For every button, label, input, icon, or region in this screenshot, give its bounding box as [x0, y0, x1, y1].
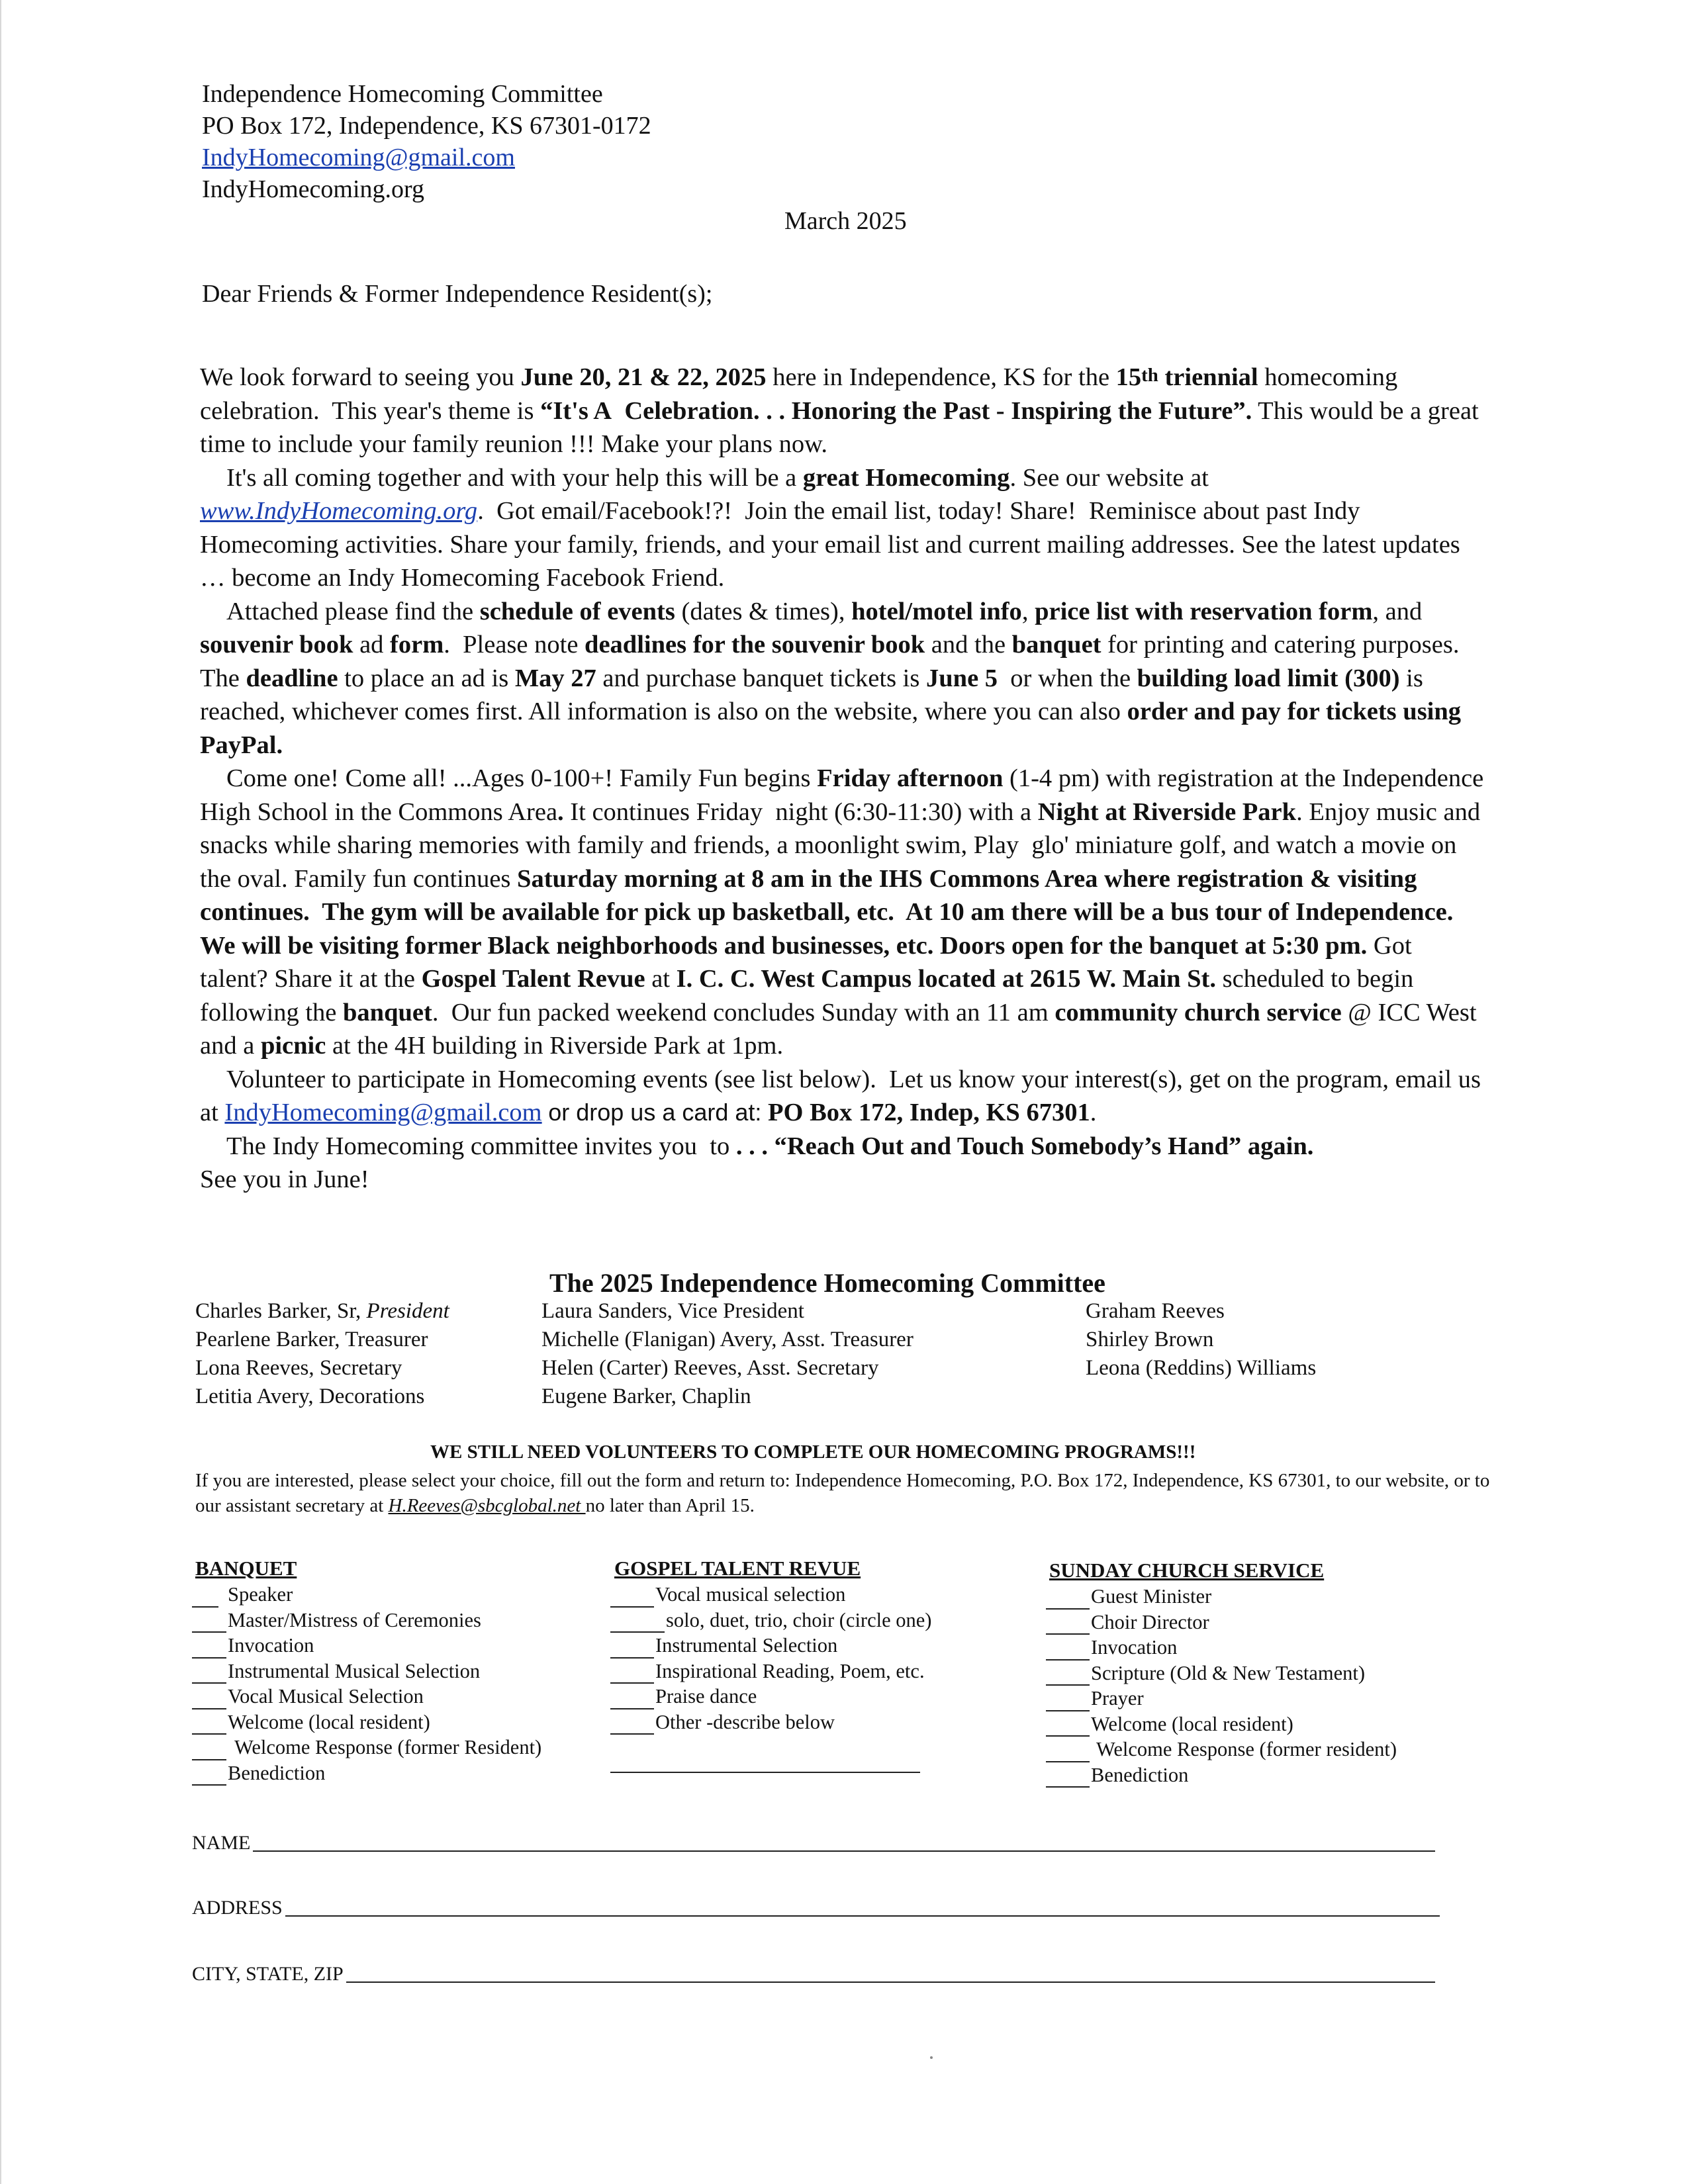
salutation: Dear Friends & Former Independence Resident(s); [202, 280, 713, 308]
church-option-invocation[interactable]: Invocation [1046, 1635, 1397, 1661]
banquet-option-benediction[interactable]: Benediction [192, 1760, 541, 1786]
committee-member: Letitia Avery, Decorations [195, 1385, 425, 1408]
mailing-address: PO Box 172, Independence, KS 67301-0172 [202, 112, 651, 140]
church-option-guest-minister[interactable]: Guest Minister [1046, 1584, 1397, 1610]
page-edge [0, 0, 1, 2184]
website-text: IndyHomecoming.org [202, 175, 424, 203]
church-heading: SUNDAY CHURCH SERVICE [1049, 1559, 1325, 1582]
city-state-zip-label: CITY, STATE, ZIP [192, 1963, 344, 1985]
committee-member: Laura Sanders, Vice President [541, 1299, 804, 1323]
email-link[interactable]: IndyHomecoming@gmail.com [202, 144, 515, 171]
website-link[interactable]: www.IndyHomecoming.org [200, 497, 478, 525]
letterhead [202, 78, 651, 205]
church-option-choir-director[interactable]: Choir Director [1046, 1610, 1397, 1635]
gospel-option-other[interactable]: Other -describe below [610, 1709, 931, 1735]
letter-date: March 2025 [784, 207, 907, 235]
org-name: Independence Homecoming Committee [202, 80, 603, 108]
paragraph-intro: We look forward to seeing you June 20, 21 & 22, 2025 here in Independence, KS for the 15th triennial homecoming celebration. This year's theme is “It's A Celebration. . . Honoring the Past - Inspiring the Future”. This would be a great time to include your family reunion !!! Make your plans now. [200, 363, 1479, 458]
committee-column-1 [195, 1297, 449, 1411]
church-list [1046, 1584, 1397, 1788]
committee-member: Leona (Reddins) Williams [1086, 1356, 1317, 1380]
church-option-prayer[interactable]: Prayer [1046, 1686, 1397, 1711]
name-label: NAME [192, 1832, 251, 1854]
committee-column-2 [541, 1297, 914, 1411]
banquet-option-speaker[interactable]: Speaker [192, 1582, 541, 1608]
church-option-welcome[interactable]: Welcome (local resident) [1046, 1711, 1397, 1737]
banquet-option-invocation[interactable]: Invocation [192, 1633, 541, 1659]
church-option-benediction[interactable]: Benediction [1046, 1762, 1397, 1788]
gospel-option-instrumental[interactable]: Instrumental Selection [610, 1633, 931, 1659]
committee-column-3 [1086, 1297, 1316, 1383]
gospel-list [610, 1582, 931, 1773]
banquet-heading: BANQUET [195, 1557, 297, 1580]
committee-member: Pearlene Barker, Treasurer [195, 1328, 428, 1351]
paragraph-website: It's all coming together and with your help this will be a great Homecoming. See our website at www.IndyHomecoming.org. Got email/Facebook!?! Join the email list, today! Share! Reminisce about past Indy Homecoming activities. Share your family, friends, and your email list and current mailing addresses. See the latest updates … become an Indy Homecoming Facebook Friend. [200, 463, 1460, 592]
city-state-zip-field[interactable] [192, 1963, 1435, 1985]
scan-speck [930, 2056, 933, 2059]
paragraph-signoff: See you in June! [200, 1165, 369, 1193]
church-option-scripture[interactable]: Scripture (Old & New Testament) [1046, 1661, 1397, 1686]
committee-member: Helen (Carter) Reeves, Asst. Secretary [541, 1356, 879, 1380]
committee-title: The 2025 Independence Homecoming Committee [549, 1268, 1105, 1298]
paragraph-volunteer: Volunteer to participate in Homecoming events (see list below). Let us know your interest(s), get on the program, email us at IndyHomecoming@gmail.com or drop us a card at: PO Box 172, Indep, KS 67301. [200, 1065, 1481, 1126]
church-option-welcome-response[interactable]: Welcome Response (former resident) [1046, 1737, 1397, 1762]
committee-member: Eugene Barker, Chaplin [541, 1385, 751, 1408]
gospel-option-reading[interactable]: Inspirational Reading, Poem, etc. [610, 1659, 931, 1684]
paragraph-closing: The Indy Homecoming committee invites you to . . . “Reach Out and Touch Somebody’s Hand” again. [226, 1132, 1314, 1160]
volunteers-heading: WE STILL NEED VOLUNTEERS TO COMPLETE OUR HOMECOMING PROGRAMS!!! [430, 1441, 1196, 1463]
banquet-list [192, 1582, 541, 1786]
committee-member: Shirley Brown [1086, 1328, 1214, 1351]
committee-member: Graham Reeves [1086, 1299, 1225, 1323]
committee-member: Charles Barker, Sr, President [195, 1299, 449, 1323]
paragraph-attachments: Attached please find the schedule of events (dates & times), hotel/motel info, price list with reservation form, and souvenir book ad form. Please note deadlines for the souvenir book and the banquet for printing and catering purposes. The deadline to place an ad is May 27 and purchase banquet tickets is June 5 or when the building load limit (300) is reached, whichever comes first. All information is also on the website, where you can also order and pay for tickets using PayPal. [200, 597, 1466, 759]
gospel-option-group-size[interactable]: solo, duet, trio, choir (circle one) [610, 1608, 931, 1633]
letter-body [200, 361, 1484, 1197]
committee-member: Lona Reeves, Secretary [195, 1356, 402, 1380]
gospel-option-vocal[interactable]: Vocal musical selection [610, 1582, 931, 1608]
address-label: ADDRESS [192, 1897, 283, 1919]
banquet-option-mc[interactable]: Master/Mistress of Ceremonies [192, 1608, 541, 1633]
banquet-option-instrumental[interactable]: Instrumental Musical Selection [192, 1659, 541, 1684]
address-field[interactable] [192, 1897, 1440, 1919]
volunteers-instructions: If you are interested, please select your choice, fill out the form and return to: Independence Homecoming, P.O. Box 172, Independence, KS 67301, to our website, or to our assistant secretary at H.Reeves@sbcglobal.net no later than April 15. [195, 1470, 1490, 1516]
banquet-option-welcome[interactable]: Welcome (local resident) [192, 1709, 541, 1735]
assistant-secretary-email[interactable]: H.Reeves@sbcglobal.net [388, 1495, 586, 1516]
email-link-body[interactable]: IndyHomecoming@gmail.com [224, 1099, 542, 1126]
banquet-option-welcome-response[interactable]: Welcome Response (former Resident) [192, 1735, 541, 1760]
name-field[interactable] [192, 1832, 1435, 1854]
gospel-option-praise-dance[interactable]: Praise dance [610, 1684, 931, 1709]
gospel-other-describe-line[interactable] [610, 1735, 931, 1773]
paragraph-schedule: Come one! Come all! ...Ages 0-100+! Family Fun begins Friday afternoon (1-4 pm) with registration at the Independence High School in the Commons Area. It continues Friday night (6:30-11:30) with a Night at Riverside Park. Enjoy music and snacks while sharing memories with family and friends, a moonlight swim, Play glo' miniature golf, and watch a movie on the oval. Family fun continues Saturday morning at 8 am in the IHS Commons Area where registration & visiting continues. The gym will be available for pick up basketball, etc. At 10 am there will be a bus tour of Independence. We will be visiting former Black neighborhoods and businesses, etc. Doors open for the banquet at 5:30 pm. Got talent? Share it at the Gospel Talent Revue at I. C. C. West Campus located at 2615 W. Main St. scheduled to begin following the banquet. Our fun packed weekend concludes Sunday with an 11 am community church service @ ICC West and a picnic at the 4H building in Riverside Park at 1pm. [200, 764, 1484, 1060]
gospel-heading: GOSPEL TALENT REVUE [614, 1557, 861, 1580]
committee-member: Michelle (Flanigan) Avery, Asst. Treasurer [541, 1328, 914, 1351]
banquet-option-vocal[interactable]: Vocal Musical Selection [192, 1684, 541, 1709]
